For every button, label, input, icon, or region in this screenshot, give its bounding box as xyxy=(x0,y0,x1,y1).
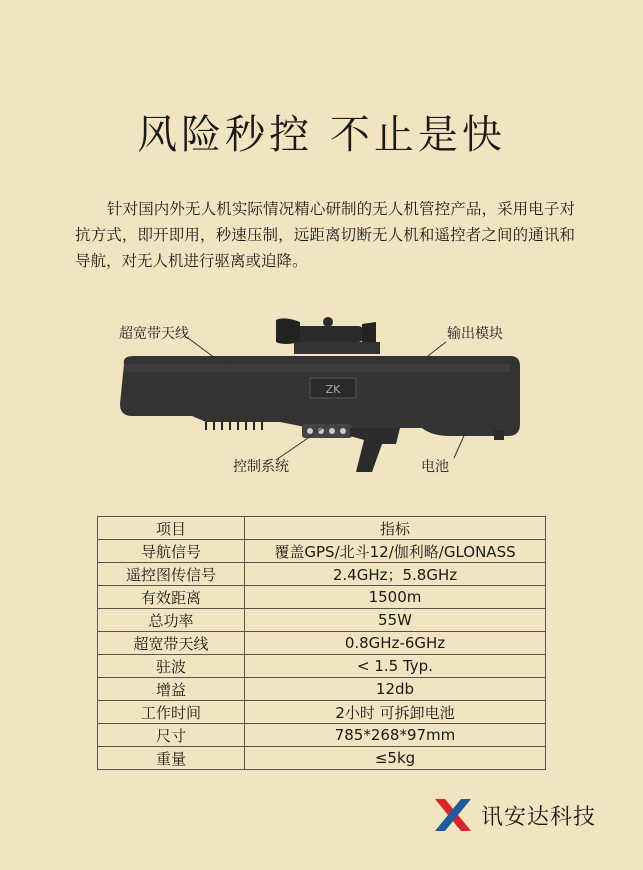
row-label: 尺寸 xyxy=(98,724,245,747)
brand-x-icon xyxy=(433,797,473,833)
row-value: 2小时 可拆卸电池 xyxy=(245,701,546,724)
row-label: 有效距离 xyxy=(98,586,245,609)
row-label: 重量 xyxy=(98,747,245,770)
row-value: 55W xyxy=(245,609,546,632)
table-row xyxy=(98,586,546,609)
row-value: 785*268*97mm xyxy=(245,724,546,747)
callout-antenna: 超宽带天线 xyxy=(119,326,189,342)
table-row xyxy=(98,563,546,586)
spec-table xyxy=(97,516,546,770)
table-row xyxy=(98,655,546,678)
callout-control-system: 控制系统 xyxy=(233,459,289,475)
row-label: 驻波 xyxy=(98,655,245,678)
row-value: 覆盖GPS/北斗12/伽利略/GLONASS xyxy=(245,540,546,563)
scope xyxy=(276,317,380,354)
brand-logo xyxy=(433,797,596,833)
row-value: 1500m xyxy=(245,586,546,609)
table-header-row xyxy=(98,517,546,540)
table-row xyxy=(98,632,546,655)
row-value: 2.4GHz；5.8GHz xyxy=(245,563,546,586)
intro-paragraph: 针对国内外无人机实际情况精心研制的无人机管控产品，采用电子对抗方式，即开即用，秒速压制，远距离切断无人机和遥控者之间的通讯和导航，对无人机进行驱离或迫降。 xyxy=(75,200,575,270)
row-value: 0.8GHz-6GHz xyxy=(245,632,546,655)
table-row xyxy=(98,701,546,724)
brand-name: 讯安达科技 xyxy=(481,804,597,830)
callout-battery: 电池 xyxy=(421,459,449,475)
table-row xyxy=(98,540,546,563)
row-label: 总功率 xyxy=(98,609,245,632)
row-label: 超宽带天线 xyxy=(98,632,245,655)
device-label: ZK xyxy=(325,383,341,396)
table-row xyxy=(98,678,546,701)
header-item: 项目 xyxy=(98,517,245,540)
row-value: < 1.5 Typ. xyxy=(245,655,546,678)
row-label: 导航信号 xyxy=(98,540,245,563)
header-spec: 指标 xyxy=(245,517,546,540)
row-label: 遥控图传信号 xyxy=(98,563,245,586)
row-value: ≤5kg xyxy=(245,747,546,770)
row-label: 工作时间 xyxy=(98,701,245,724)
row-label: 增益 xyxy=(98,678,245,701)
table-row xyxy=(98,747,546,770)
row-value: 12db xyxy=(245,678,546,701)
table-row xyxy=(98,724,546,747)
callout-output-module: 输出模块 xyxy=(447,326,503,342)
table-row xyxy=(98,609,546,632)
page-title: 风险秒控 不止是快 xyxy=(137,112,506,158)
